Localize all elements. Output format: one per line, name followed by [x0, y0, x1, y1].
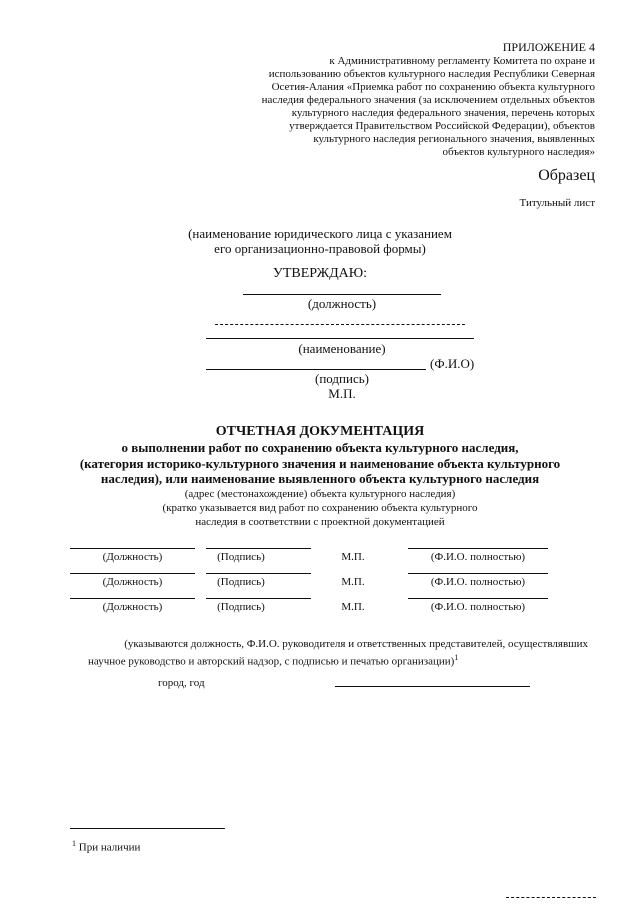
annex-line: использованию объектов культурного наследия Республики Северная [268, 68, 595, 80]
signature-line [408, 598, 548, 599]
note-footnote-mark: 1 [454, 653, 459, 662]
annex-line: наследия федерального значения (за исключением отдельных объектов [261, 94, 595, 106]
signature-line [206, 598, 311, 599]
signature-line [408, 548, 548, 549]
note-line2-text: научное руководство и авторский надзор, с подписью и печатью организации) [88, 655, 455, 668]
approve-position-line [243, 294, 441, 295]
note-line2 [88, 651, 458, 669]
org-name-line2: его организационно-правовой формы) [214, 241, 426, 256]
page-edge-line [506, 897, 596, 898]
signature-line [70, 598, 195, 599]
approve-stamp-label: М.П. [328, 386, 356, 401]
signature-line [408, 573, 548, 574]
sample-label: Образец [538, 167, 595, 184]
signature-signature: (Подпись) [217, 551, 265, 563]
signature-line [206, 573, 311, 574]
approve-heading: УТВЕРЖДАЮ: [272, 266, 368, 281]
signature-fio: (Ф.И.О. полностью) [430, 576, 526, 588]
org-name-line1: (наименование юридического лица с указанием [188, 226, 452, 241]
signature-position: (Должность) [102, 601, 163, 613]
approve-position-label: (должность) [307, 296, 377, 311]
report-address-line: (адрес (местонахождение) объекта культурного наследия) [184, 488, 456, 500]
title-page-label: Титульный лист [519, 197, 595, 209]
footnote-text: При наличии [78, 841, 141, 854]
annex-line: культурного наследия федерального значения, перечень которых [291, 107, 595, 119]
report-work-line: (кратко указывается вид работ по сохранению объекта культурного [162, 502, 478, 514]
annex-line: к Административному регламенту Комитета по охране и [329, 55, 595, 67]
signature-line [70, 548, 195, 549]
annex-line: культурного наследия регионального значения, выявленных [313, 133, 595, 145]
report-bold-line: (категория историко-культурного значения и наименование объекта культурного [79, 456, 561, 471]
report-title: ОТЧЕТНАЯ ДОКУМЕНТАЦИЯ [215, 424, 425, 439]
footnote-mark: 1 [72, 839, 76, 848]
approve-fio-line [206, 369, 426, 370]
approve-name-line [206, 338, 474, 339]
approve-signature-label: (подпись) [315, 371, 369, 386]
annex-title: ПРИЛОЖЕНИЕ 4 [502, 40, 595, 54]
signature-fio: (Ф.И.О. полностью) [430, 551, 526, 563]
footnote [72, 837, 140, 855]
approve-blank-line [215, 324, 465, 325]
signature-stamp: М.П. [341, 576, 365, 588]
signature-signature: (Подпись) [217, 576, 265, 588]
signature-line [70, 573, 195, 574]
annex-line: объектов культурного наследия» [442, 146, 595, 158]
signature-line [206, 548, 311, 549]
city-year-label: город, год [158, 677, 205, 689]
note-line1: (указываются должность, Ф.И.О. руководителя и ответственных представителей, осуществлявших [124, 638, 588, 650]
report-bold-line: о выполнении работ по сохранению объекта культурного наследия, [121, 440, 519, 455]
annex-line: утверждается Правительством Российской Федерации), объектов [289, 120, 595, 132]
approve-name-label: (наименование) [298, 341, 386, 356]
footnote-divider [70, 828, 225, 829]
signature-stamp: М.П. [341, 551, 365, 563]
report-bold-line: наследия), или наименование выявленного объекта культурного наследия [100, 471, 540, 486]
city-year-line [335, 686, 530, 687]
signature-position: (Должность) [102, 576, 163, 588]
annex-line: Осетия-Алания «Приемка работ по сохранению объекта культурного [271, 81, 595, 93]
approve-fio-label: (Ф.И.О) [430, 356, 475, 371]
signature-signature: (Подпись) [217, 601, 265, 613]
report-work-line: наследия в соответствии с проектной документацией [195, 516, 445, 528]
signature-position: (Должность) [102, 551, 163, 563]
signature-stamp: М.П. [341, 601, 365, 613]
signature-fio: (Ф.И.О. полностью) [430, 601, 526, 613]
